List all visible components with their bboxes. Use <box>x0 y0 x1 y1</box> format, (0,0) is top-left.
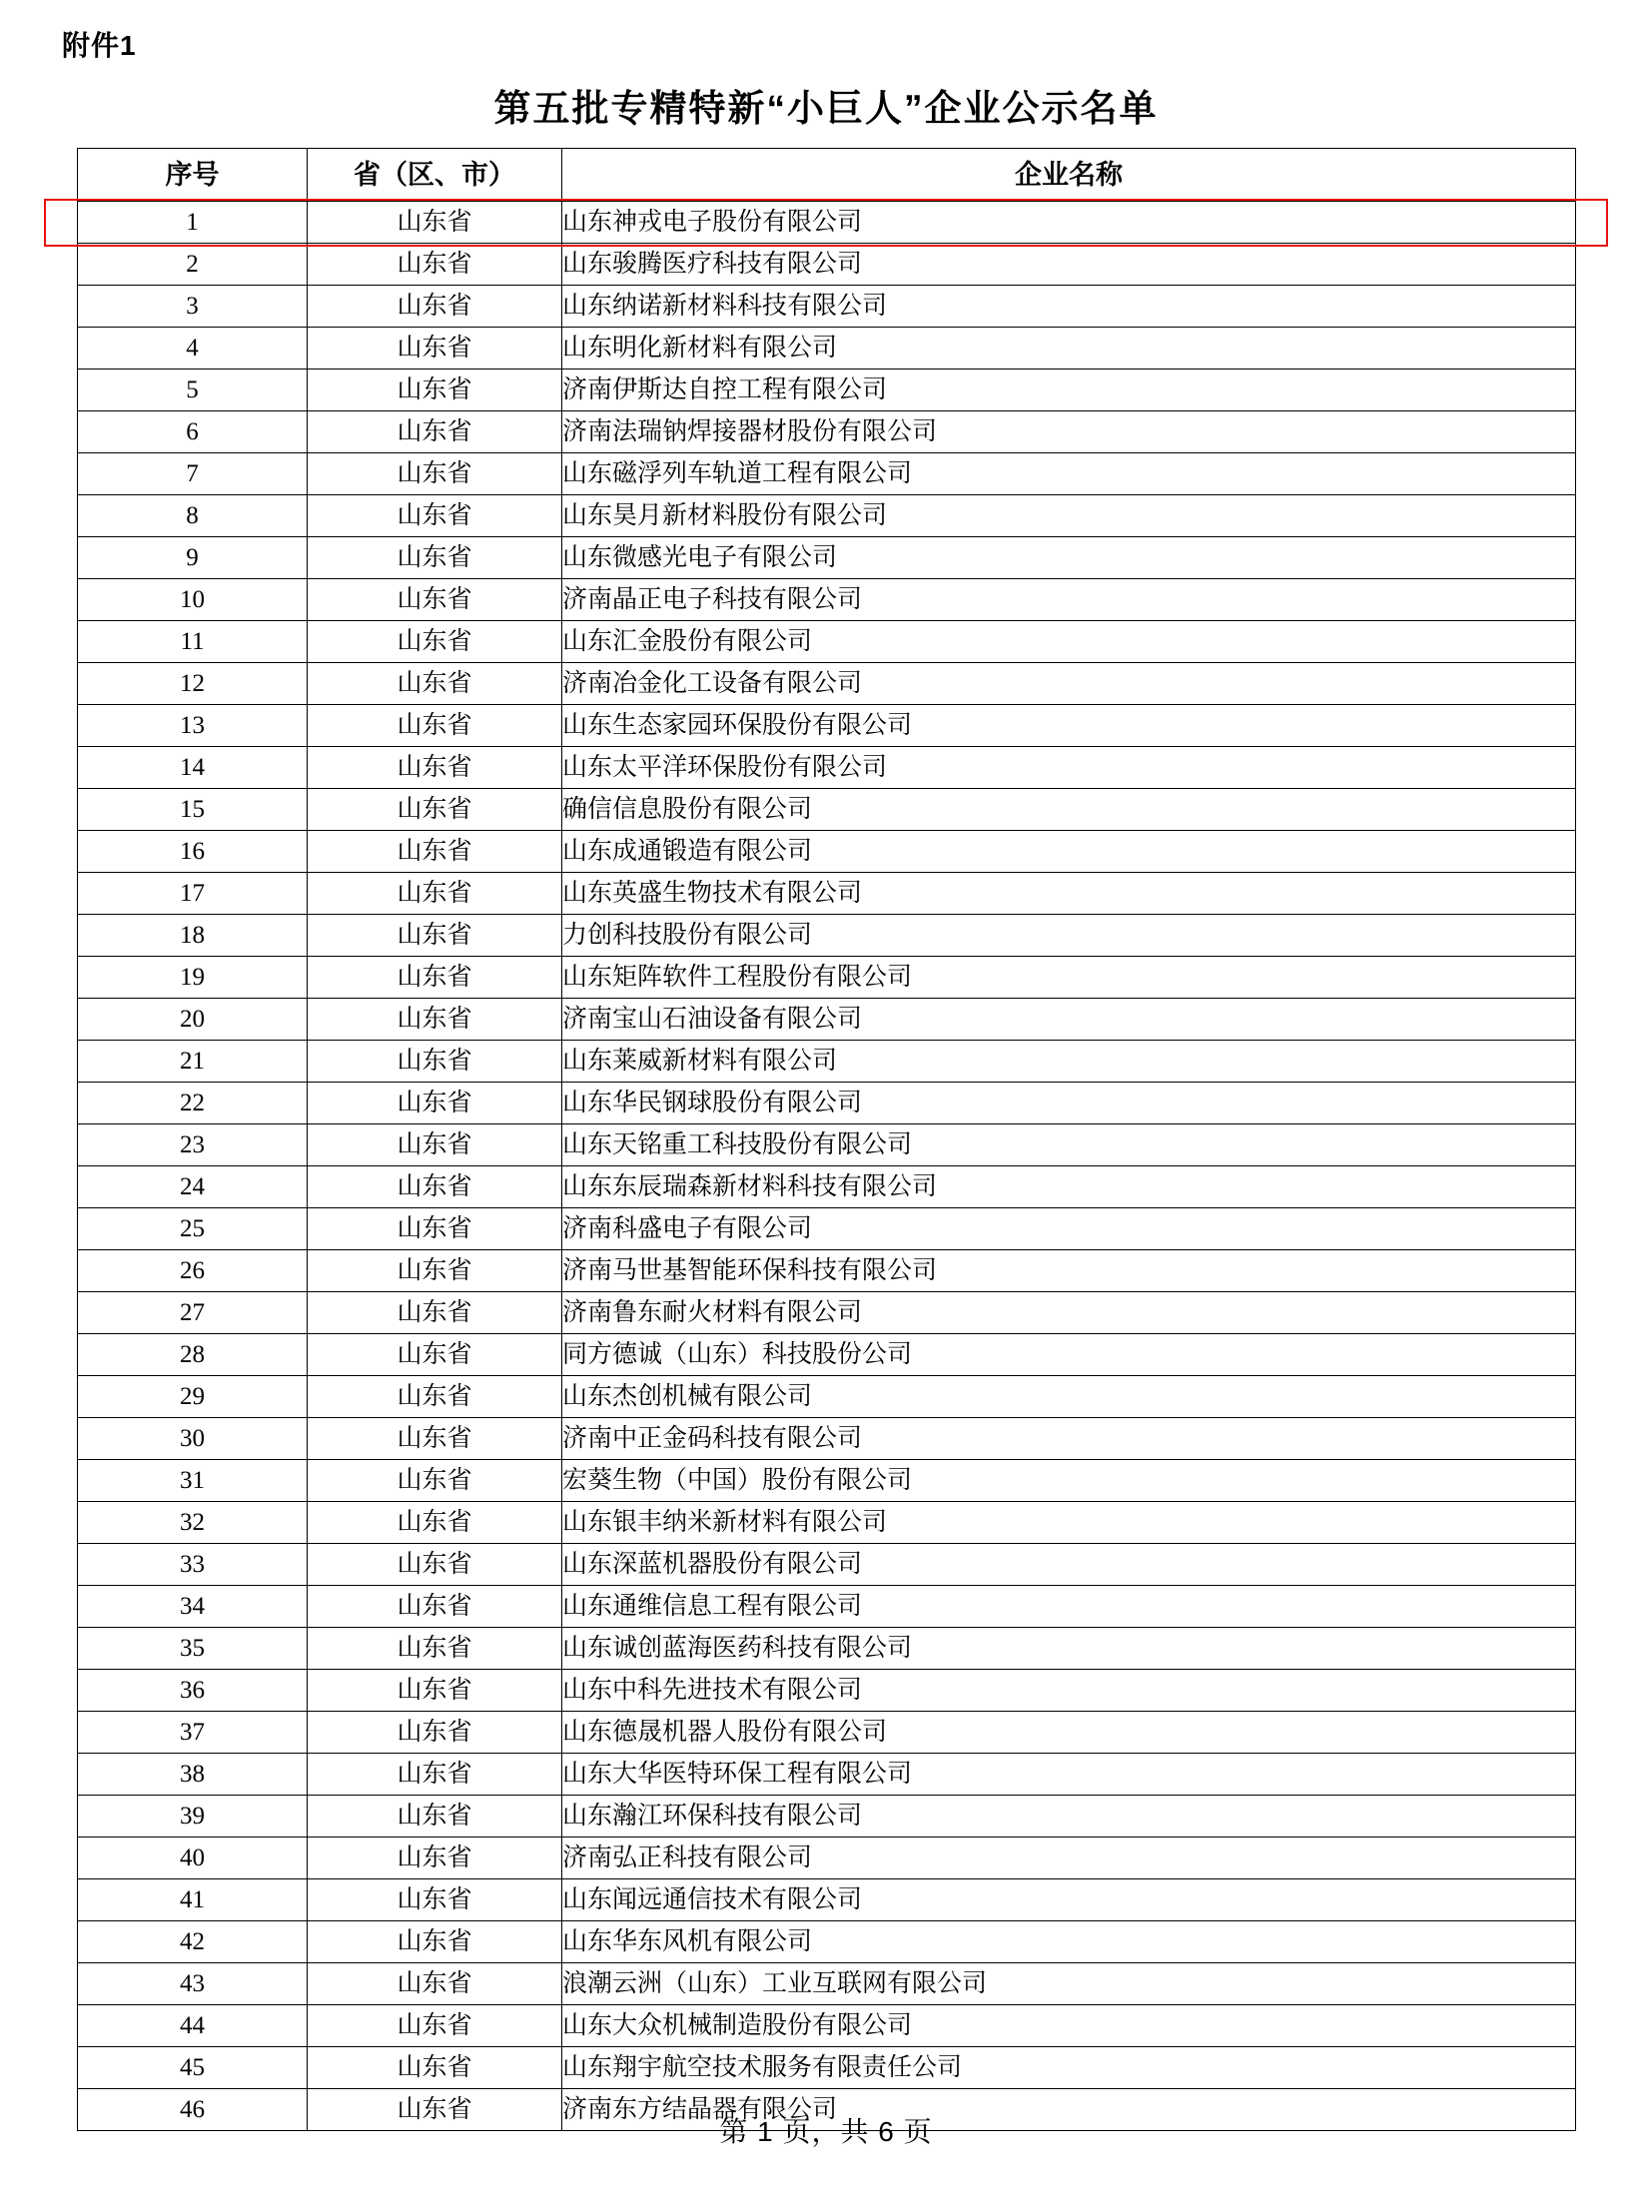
cell-province: 山东省 <box>308 369 562 411</box>
table-row <box>78 1712 1576 1754</box>
cell-company-name: 山东太平洋环保股份有限公司 <box>562 747 1576 789</box>
company-list-table <box>77 148 1576 2131</box>
cell-company-name: 山东英盛生物技术有限公司 <box>562 873 1576 915</box>
table-row <box>78 1586 1576 1628</box>
table-row <box>78 999 1576 1041</box>
cell-index: 25 <box>78 1208 308 1250</box>
cell-province: 山东省 <box>308 957 562 999</box>
cell-index: 39 <box>78 1796 308 1838</box>
cell-index: 38 <box>78 1754 308 1796</box>
cell-province: 山东省 <box>308 1083 562 1124</box>
cell-company-name: 山东闻远通信技术有限公司 <box>562 1879 1576 1921</box>
cell-province: 山东省 <box>308 873 562 915</box>
cell-index: 42 <box>78 1921 308 1963</box>
table-row <box>78 1083 1576 1124</box>
table-row <box>78 1334 1576 1376</box>
cell-province: 山东省 <box>308 286 562 328</box>
cell-index: 35 <box>78 1628 308 1670</box>
table-body <box>78 202 1576 2131</box>
cell-company-name: 山东德晟机器人股份有限公司 <box>562 1712 1576 1754</box>
cell-province: 山东省 <box>308 453 562 495</box>
table-row <box>78 915 1576 957</box>
cell-index: 33 <box>78 1544 308 1586</box>
table-row <box>78 1628 1576 1670</box>
column-header-province: 省（区、市） <box>308 149 562 202</box>
cell-index: 40 <box>78 1838 308 1879</box>
cell-province: 山东省 <box>308 495 562 537</box>
cell-province: 山东省 <box>308 2089 562 2131</box>
cell-company-name: 山东磁浮列车轨道工程有限公司 <box>562 453 1576 495</box>
cell-index: 31 <box>78 1460 308 1502</box>
cell-index: 11 <box>78 621 308 663</box>
cell-company-name: 山东翔宇航空技术服务有限责任公司 <box>562 2047 1576 2089</box>
table-row <box>78 1796 1576 1838</box>
cell-province: 山东省 <box>308 1838 562 1879</box>
cell-index: 29 <box>78 1376 308 1418</box>
cell-company-name: 山东银丰纳米新材料有限公司 <box>562 1502 1576 1544</box>
cell-index: 37 <box>78 1712 308 1754</box>
table-row <box>78 1124 1576 1166</box>
table-row <box>78 244 1576 286</box>
cell-province: 山东省 <box>308 1292 562 1334</box>
cell-index: 6 <box>78 411 308 453</box>
cell-index: 26 <box>78 1250 308 1292</box>
cell-index: 36 <box>78 1670 308 1712</box>
cell-index: 32 <box>78 1502 308 1544</box>
table-row <box>78 2047 1576 2089</box>
table-row <box>78 1670 1576 1712</box>
table-row <box>78 1418 1576 1460</box>
table-row <box>78 202 1576 244</box>
cell-province: 山东省 <box>308 1879 562 1921</box>
cell-company-name: 浪潮云洲（山东）工业互联网有限公司 <box>562 1963 1576 2005</box>
column-header-index: 序号 <box>78 149 308 202</box>
cell-index: 13 <box>78 705 308 747</box>
cell-province: 山东省 <box>308 1544 562 1586</box>
cell-province: 山东省 <box>308 411 562 453</box>
cell-company-name: 山东大华医特环保工程有限公司 <box>562 1754 1576 1796</box>
table-row <box>78 705 1576 747</box>
cell-company-name: 济南晶正电子科技有限公司 <box>562 579 1576 621</box>
cell-index: 22 <box>78 1083 308 1124</box>
cell-company-name: 山东昊月新材料股份有限公司 <box>562 495 1576 537</box>
cell-company-name: 同方德诚（山东）科技股份公司 <box>562 1334 1576 1376</box>
cell-company-name: 山东神戎电子股份有限公司 <box>562 202 1576 244</box>
cell-company-name: 济南伊斯达自控工程有限公司 <box>562 369 1576 411</box>
cell-company-name: 山东杰创机械有限公司 <box>562 1376 1576 1418</box>
table-row <box>78 495 1576 537</box>
table-row <box>78 873 1576 915</box>
page-title: 第五批专精特新“小巨人”企业公示名单 <box>493 88 1159 129</box>
cell-index: 9 <box>78 537 308 579</box>
table-row <box>78 1921 1576 1963</box>
cell-province: 山东省 <box>308 747 562 789</box>
cell-province: 山东省 <box>308 1334 562 1376</box>
cell-province: 山东省 <box>308 579 562 621</box>
cell-province: 山东省 <box>308 999 562 1041</box>
column-header-company: 企业名称 <box>562 149 1576 202</box>
cell-company-name: 山东明化新材料有限公司 <box>562 328 1576 369</box>
cell-company-name: 山东瀚江环保科技有限公司 <box>562 1796 1576 1838</box>
cell-province: 山东省 <box>308 1754 562 1796</box>
cell-index: 18 <box>78 915 308 957</box>
cell-index: 7 <box>78 453 308 495</box>
cell-province: 山东省 <box>308 1586 562 1628</box>
table-row <box>78 1041 1576 1083</box>
table-row <box>78 621 1576 663</box>
cell-province: 山东省 <box>308 705 562 747</box>
cell-company-name: 山东诚创蓝海医药科技有限公司 <box>562 1628 1576 1670</box>
cell-index: 8 <box>78 495 308 537</box>
cell-province: 山东省 <box>308 1418 562 1460</box>
cell-province: 山东省 <box>308 831 562 873</box>
table-row <box>78 2005 1576 2047</box>
cell-company-name: 济南东方结晶器有限公司 <box>562 2089 1576 2131</box>
cell-company-name: 济南法瑞钠焊接器材股份有限公司 <box>562 411 1576 453</box>
table-row <box>78 1963 1576 2005</box>
cell-province: 山东省 <box>308 244 562 286</box>
cell-index: 12 <box>78 663 308 705</box>
cell-company-name: 山东华东风机有限公司 <box>562 1921 1576 1963</box>
cell-company-name: 济南科盛电子有限公司 <box>562 1208 1576 1250</box>
cell-province: 山东省 <box>308 2047 562 2089</box>
cell-province: 山东省 <box>308 202 562 244</box>
cell-province: 山东省 <box>308 1041 562 1083</box>
table-row <box>78 328 1576 369</box>
cell-province: 山东省 <box>308 789 562 831</box>
cell-province: 山东省 <box>308 1460 562 1502</box>
cell-province: 山东省 <box>308 1712 562 1754</box>
cell-index: 20 <box>78 999 308 1041</box>
cell-company-name: 山东天铭重工科技股份有限公司 <box>562 1124 1576 1166</box>
cell-index: 5 <box>78 369 308 411</box>
cell-company-name: 山东东辰瑞森新材料科技有限公司 <box>562 1166 1576 1208</box>
cell-index: 16 <box>78 831 308 873</box>
cell-company-name: 济南冶金化工设备有限公司 <box>562 663 1576 705</box>
cell-company-name: 山东深蓝机器股份有限公司 <box>562 1544 1576 1586</box>
cell-index: 17 <box>78 873 308 915</box>
table-row <box>78 411 1576 453</box>
cell-province: 山东省 <box>308 1921 562 1963</box>
cell-index: 46 <box>78 2089 308 2131</box>
table-row <box>78 1544 1576 1586</box>
table-row <box>78 1376 1576 1418</box>
cell-index: 30 <box>78 1418 308 1460</box>
cell-company-name: 济南鲁东耐火材料有限公司 <box>562 1292 1576 1334</box>
table-row <box>78 957 1576 999</box>
cell-index: 1 <box>78 202 308 244</box>
cell-index: 10 <box>78 579 308 621</box>
table-row <box>78 537 1576 579</box>
page-footer: 第 1 页，共 6 页 <box>719 2116 933 2147</box>
cell-company-name: 山东中科先进技术有限公司 <box>562 1670 1576 1712</box>
table-row <box>78 1502 1576 1544</box>
cell-province: 山东省 <box>308 915 562 957</box>
cell-province: 山东省 <box>308 1628 562 1670</box>
cell-company-name: 济南中正金码科技有限公司 <box>562 1418 1576 1460</box>
cell-company-name: 山东汇金股份有限公司 <box>562 621 1576 663</box>
cell-index: 14 <box>78 747 308 789</box>
table-row <box>78 453 1576 495</box>
table-row <box>78 286 1576 328</box>
cell-index: 34 <box>78 1586 308 1628</box>
cell-province: 山东省 <box>308 663 562 705</box>
table-row <box>78 1754 1576 1796</box>
cell-index: 41 <box>78 1879 308 1921</box>
cell-province: 山东省 <box>308 1166 562 1208</box>
cell-province: 山东省 <box>308 537 562 579</box>
table-row <box>78 663 1576 705</box>
cell-company-name: 济南宝山石油设备有限公司 <box>562 999 1576 1041</box>
cell-index: 21 <box>78 1041 308 1083</box>
cell-index: 19 <box>78 957 308 999</box>
table-row <box>78 1208 1576 1250</box>
cell-company-name: 济南弘正科技有限公司 <box>562 1838 1576 1879</box>
cell-company-name: 力创科技股份有限公司 <box>562 915 1576 957</box>
table-row <box>78 831 1576 873</box>
cell-company-name: 山东通维信息工程有限公司 <box>562 1586 1576 1628</box>
cell-index: 43 <box>78 1963 308 2005</box>
cell-index: 2 <box>78 244 308 286</box>
cell-province: 山东省 <box>308 2005 562 2047</box>
cell-company-name: 宏葵生物（中国）股份有限公司 <box>562 1460 1576 1502</box>
cell-company-name: 山东莱威新材料有限公司 <box>562 1041 1576 1083</box>
attachment-label: 附件1 <box>62 30 137 61</box>
cell-company-name: 济南马世基智能环保科技有限公司 <box>562 1250 1576 1292</box>
cell-province: 山东省 <box>308 1376 562 1418</box>
cell-index: 4 <box>78 328 308 369</box>
cell-province: 山东省 <box>308 1963 562 2005</box>
cell-company-name: 山东成通锻造有限公司 <box>562 831 1576 873</box>
table-row <box>78 1250 1576 1292</box>
cell-index: 3 <box>78 286 308 328</box>
cell-company-name: 山东骏腾医疗科技有限公司 <box>562 244 1576 286</box>
cell-company-name: 确信信息股份有限公司 <box>562 789 1576 831</box>
cell-province: 山东省 <box>308 1796 562 1838</box>
cell-index: 28 <box>78 1334 308 1376</box>
cell-index: 44 <box>78 2005 308 2047</box>
cell-province: 山东省 <box>308 1208 562 1250</box>
table-row <box>78 789 1576 831</box>
table-row <box>78 369 1576 411</box>
cell-company-name: 山东华民钢球股份有限公司 <box>562 1083 1576 1124</box>
table-header-row <box>78 149 1576 202</box>
cell-company-name: 山东微感光电子有限公司 <box>562 537 1576 579</box>
cell-index: 45 <box>78 2047 308 2089</box>
company-list-table-wrap <box>77 148 1575 2131</box>
cell-province: 山东省 <box>308 1250 562 1292</box>
cell-company-name: 山东纳诺新材料科技有限公司 <box>562 286 1576 328</box>
table-row <box>78 1879 1576 1921</box>
table-row <box>78 1838 1576 1879</box>
cell-province: 山东省 <box>308 1124 562 1166</box>
cell-index: 23 <box>78 1124 308 1166</box>
cell-index: 15 <box>78 789 308 831</box>
table-row <box>78 1460 1576 1502</box>
table-row <box>78 1166 1576 1208</box>
cell-province: 山东省 <box>308 328 562 369</box>
table-row <box>78 579 1576 621</box>
cell-company-name: 山东生态家园环保股份有限公司 <box>562 705 1576 747</box>
cell-index: 27 <box>78 1292 308 1334</box>
cell-province: 山东省 <box>308 1502 562 1544</box>
cell-company-name: 山东矩阵软件工程股份有限公司 <box>562 957 1576 999</box>
table-row <box>78 747 1576 789</box>
cell-company-name: 山东大众机械制造股份有限公司 <box>562 2005 1576 2047</box>
cell-province: 山东省 <box>308 621 562 663</box>
cell-province: 山东省 <box>308 1670 562 1712</box>
cell-index: 24 <box>78 1166 308 1208</box>
table-row <box>78 1292 1576 1334</box>
